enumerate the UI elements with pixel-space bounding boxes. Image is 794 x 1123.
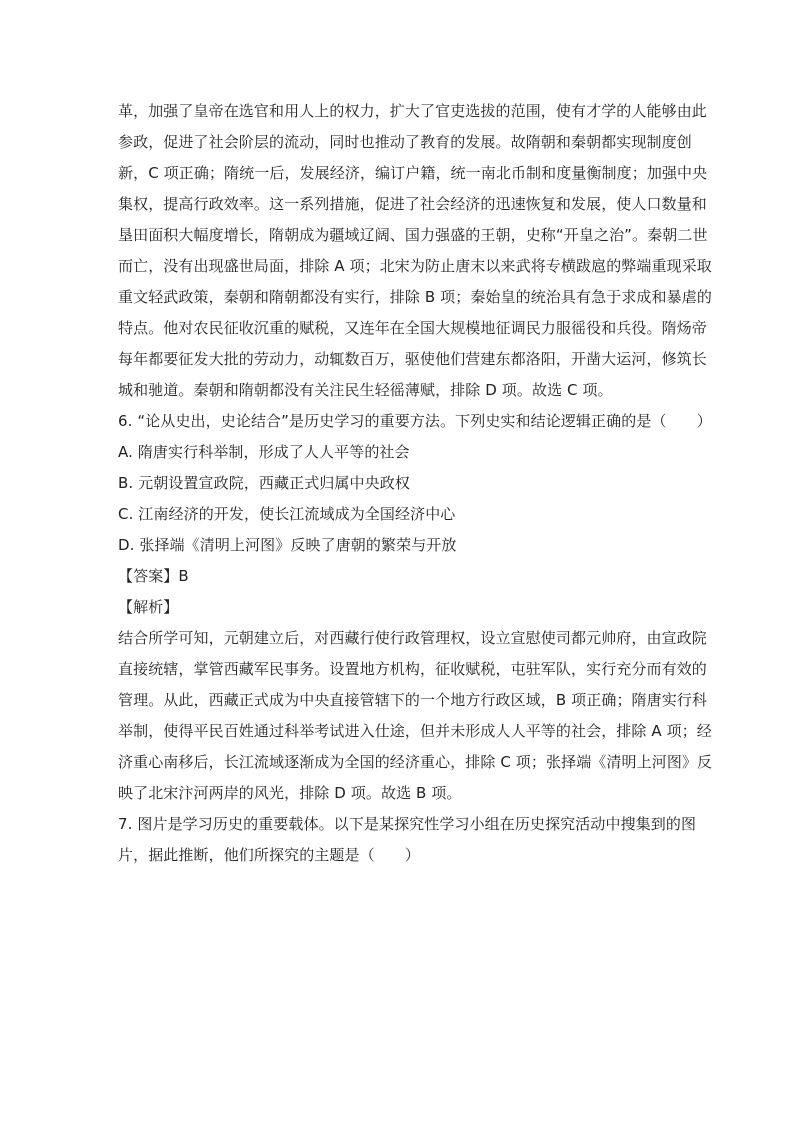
option-c: C. 江南经济的开发，使长江流域成为全国经济中心 bbox=[118, 505, 456, 523]
question-7 bbox=[118, 809, 697, 871]
text-line: 重文轻武政策，秦朝和隋朝都没有实行，排除 B 项；秦始皇的统治具有急于求成和暴虐的 bbox=[118, 288, 712, 306]
analysis-heading: 【解析】 bbox=[118, 598, 179, 616]
option-a: A. 隋唐实行科举制，形成了人人平等的社会 bbox=[118, 443, 410, 461]
question-7-stem: 片，据此推断，他们所探究的主题是（ ） bbox=[118, 846, 421, 864]
text-line: 济重心南移后，长江流域逐渐成为全国的经济重心，排除 C 项；张择端《清明上河图》反 bbox=[118, 753, 713, 771]
text-line: 管理。从此，西藏正式成为中央直接管辖下的一个地方行政区域，B 项正确；隋唐实行科 bbox=[118, 691, 708, 709]
text-line: 集权，提高行政效率。这一系列措施，促进了社会经济的迅速恢复和发展，使人口数量和 bbox=[118, 195, 707, 213]
option-d: D. 张择端《清明上河图》反映了唐朝的繁荣与开放 bbox=[118, 536, 457, 554]
text-line: 革，加强了皇帝在选官和用人上的权力，扩大了官吏选拔的范围，使有才学的人能够由此 bbox=[118, 102, 707, 120]
text-line: 城和驰道。秦朝和隋朝都没有关注民生轻徭薄赋，排除 D 项。故选 C 项。 bbox=[118, 381, 613, 399]
document-page bbox=[118, 96, 713, 871]
analysis-q5-continued bbox=[118, 96, 712, 406]
answer-label: 【答案】B bbox=[118, 567, 189, 585]
option-b: B. 元朝设置宣政院，西藏正式归属中央政权 bbox=[118, 474, 410, 492]
text-line: 直接统辖，掌管西藏军民事务。设置地方机构，征收赋税，屯驻军队，实行充分而有效的 bbox=[118, 660, 707, 678]
question-6-stem: 6. “论从史出，史论结合”是历史学习的重要方法。下列史实和结论逻辑正确的是（ ） bbox=[118, 412, 712, 430]
text-line: 垦田面积大幅度增长，隋朝成为疆域辽阔、国力强盛的王朝，史称“开皇之治”。秦朝二世 bbox=[118, 226, 708, 244]
text-line: 新，C 项正确；隋统一后，发展经济，编订户籍，统一南北币制和度量衡制度；加强中央 bbox=[118, 164, 708, 182]
text-line: 每年都要征发大批的劳动力，动辄数百万，驱使他们营建东都洛阳，开凿大运河，修筑长 bbox=[118, 350, 707, 368]
question-6 bbox=[118, 406, 713, 809]
question-7-stem: 7. 图片是学习历史的重要载体。以下是某探究性学习小组在历史探究活动中搜集到的图 bbox=[118, 815, 697, 833]
text-line: 映了北宋汴河两岸的风光，排除 D 项。故选 B 项。 bbox=[118, 784, 462, 802]
text-line: 举制，使得平民百姓通过科举考试进入仕途，但并未形成人人平等的社会，排除 A 项；经 bbox=[118, 722, 712, 740]
text-line: 而亡，没有出现盛世局面，排除 A 项；北宋为防止唐末以来武将专横跋扈的弊端重现采取 bbox=[118, 257, 712, 275]
text-line: 特点。他对农民征收沉重的赋税，又连年在全国大规模地征调民力服徭役和兵役。隋炀帝 bbox=[118, 319, 707, 337]
text-line: 参政，促进了社会阶层的流动，同时也推动了教育的发展。故隋朝和秦朝都实现制度创 bbox=[118, 133, 692, 151]
text-line: 结合所学可知，元朝建立后，对西藏行使行政管理权，设立宣慰使司都元帅府，由宣政院 bbox=[118, 629, 707, 647]
